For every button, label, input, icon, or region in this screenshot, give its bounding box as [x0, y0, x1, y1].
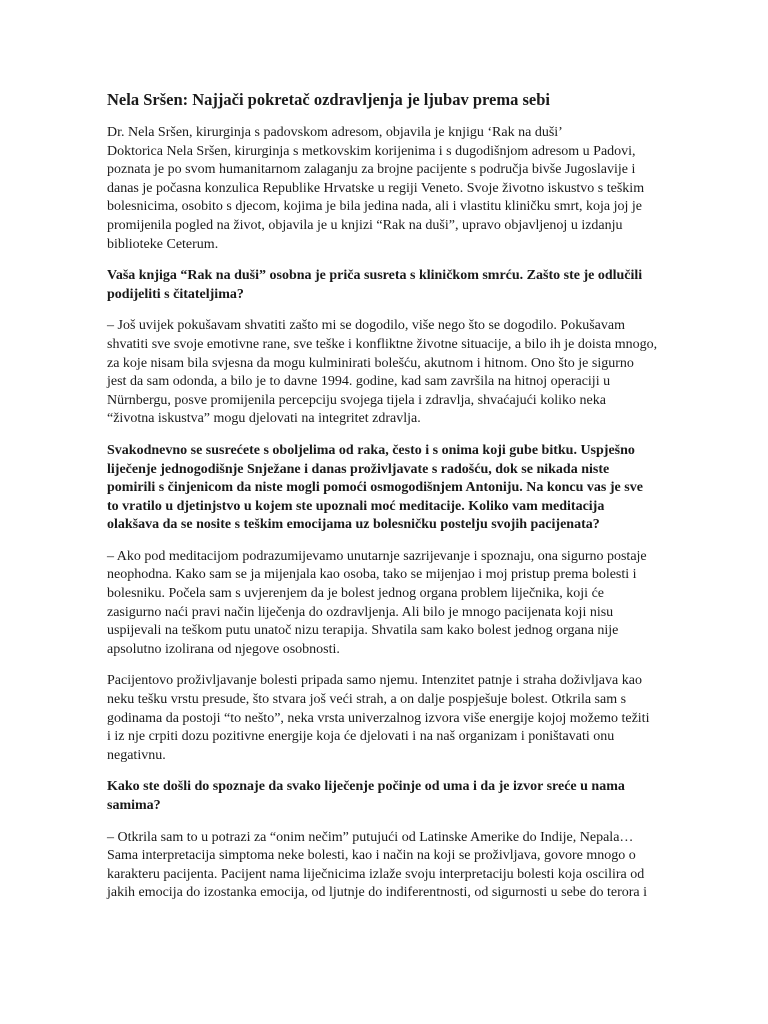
text-line: neku tešku vrstu presude, što stvara još veći strah, a on dalje pospješuje bolest. Otkrila sam s [107, 692, 627, 708]
text-line: danas je počasna konzulica Republike Hrvatske u regiji Veneto. Svoje životno iskustvo s teškim [107, 180, 645, 196]
text-line: “životna iskustva” mogu djelovati na integritet zdravlja. [107, 411, 421, 427]
text-line: Doktorica Nela Sršen, kirurginja s metkovskim korijenima i s dugodišnjom adresom u Padovi, [107, 143, 636, 159]
text-line: bolesnicima, osobito s djecom, kojima je bila jedina nada, ali i vlastitu kliničku smrt, koja joj je [107, 199, 643, 215]
text-line: promijenila pogled na život, objavila je u knjizi “Rak na duši”, upravo objavljenoj u izdanju [107, 217, 623, 233]
article-title: Nela Sršen: Najjači pokretač ozdravljenja je ljubav prema sebi [107, 90, 550, 109]
paragraph [107, 829, 695, 903]
paragraph [107, 672, 695, 765]
paragraph [107, 548, 695, 660]
paragraph [107, 317, 695, 429]
article-body [107, 124, 695, 903]
text-line: samima? [107, 798, 161, 813]
text-line: Pacijentovo proživljavanje bolesti pripada samo njemu. Intenzitet patnje i straha doživljava kao [107, 673, 642, 689]
text-line: za koje nisam bila svjesna da mogu kulminirati bolešću, akutnom i hitnom. Ono što je sigurno [107, 355, 634, 371]
text-line: apsolutno izolirana od njegove osobnosti. [107, 641, 340, 657]
text-line: – Ako pod meditacijom podrazumijevamo unutarnje sazrijevanje i spoznaju, ona sigurno postaje [107, 548, 647, 564]
text-line: uspijevali na teškom putu unatoč nizu terapija. Shvatila sam kako bolest jednog organa nije [107, 623, 619, 639]
text-line: jest da sam odonda, a bilo je to davne 1994. godine, kad sam završila na hitnoj operaciji u [107, 374, 611, 390]
text-line: Svakodnevno se susrećete s oboljelima od raka, često i s onima koji gube bitku. Uspješno [107, 442, 635, 458]
text-line: pomirili s činjenicom da niste mogli pomoći osmogodišnjem Antoniju. Na koncu vas je sve [107, 480, 643, 496]
text-line: olakšava da se nosite s teškim emocijama uz bolesničku postelju svojih pacijenata? [107, 517, 600, 533]
text-line: i iz nje crpiti dozu pozitivne energije koja će djelovati i na naš organizam i poništavati onu [107, 729, 615, 745]
text-line: jakih emocija do izostanka emocija, od ljutnje do indiferentnosti, od sigurnosti u sebe do terora i [107, 885, 648, 901]
text-line: – Otkrila sam to u potrazi za “onim nečim” putujući od Latinske Amerike do Indije, Nepala… [107, 829, 634, 845]
text-line: Kako ste došli do spoznaje da svako liječenje počinje od uma i da je izvor sreće u nama [107, 779, 625, 795]
text-line: zasigurno naći pravi način liječenja do ozdravljenja. Ali bilo je mnogo pacijenata koji nisu [107, 604, 614, 620]
text-line: poznata je po svom humanitarnom zalaganju za brojne pacijente s područja bivše Jugoslavije i [107, 162, 636, 178]
text-line: liječenje jednogodišnje Snježane i danas proživljavate s radošću, dok se nikada niste [107, 461, 610, 477]
text-line: godinama da postoji “to nešto”, neka vrsta univerzalnog izvora više energije kojoj možemo težiti [107, 710, 650, 726]
text-line: to vratilo u djetinjstvo u kojem ste upoznali moć meditacije. Koliko vam meditacija [107, 498, 605, 514]
text-line: negativnu. [107, 747, 166, 763]
interview-question [107, 442, 695, 535]
text-line: – Još uvijek pokušavam shvatiti zašto mi se dogodilo, više nego što se dogodilo. Pokušavam [107, 318, 625, 334]
text-line: shvatiti sve svoje emotivne rane, sve teške i konfliktne životne situacije, a bilo ih je doista mnogo, [107, 336, 658, 352]
text-line: Vaša knjiga “Rak na duši” osobna je priča susreta s kliničkom smrću. Zašto ste je odlučili [107, 268, 643, 284]
paragraph [107, 124, 695, 254]
text-line: Sama interpretacija simptoma neke bolesti, kao i način na koji se proživljava, govore mnogo o [107, 848, 636, 864]
text-line: karakteru pacijenta. Pacijent nama liječnicima izlaže svoju interpretaciju bolesti koja oscilira od [107, 866, 645, 882]
interview-question [107, 267, 695, 304]
text-line: bolesniku. Počela sam s uvjerenjem da je bolest jednog organa problem liječnika, koji će [107, 586, 604, 602]
text-line: Dr. Nela Sršen, kirurginja s padovskom adresom, objavila je knjigu ‘Rak na duši’ [107, 125, 563, 140]
text-line: podijeliti s čitateljima? [107, 286, 244, 302]
document-page [107, 90, 695, 916]
text-line: Nürnbergu, posve promijenila percepciju svojega tijela i zdravlja, shvaćajući koliko neka [107, 392, 606, 408]
text-line: biblioteke Ceterum. [107, 236, 219, 252]
text-line: neophodna. Kako sam se ja mijenjala kao osoba, tako se mijenjao i moj pristup prema bolesti i [107, 567, 637, 583]
interview-question [107, 778, 695, 815]
